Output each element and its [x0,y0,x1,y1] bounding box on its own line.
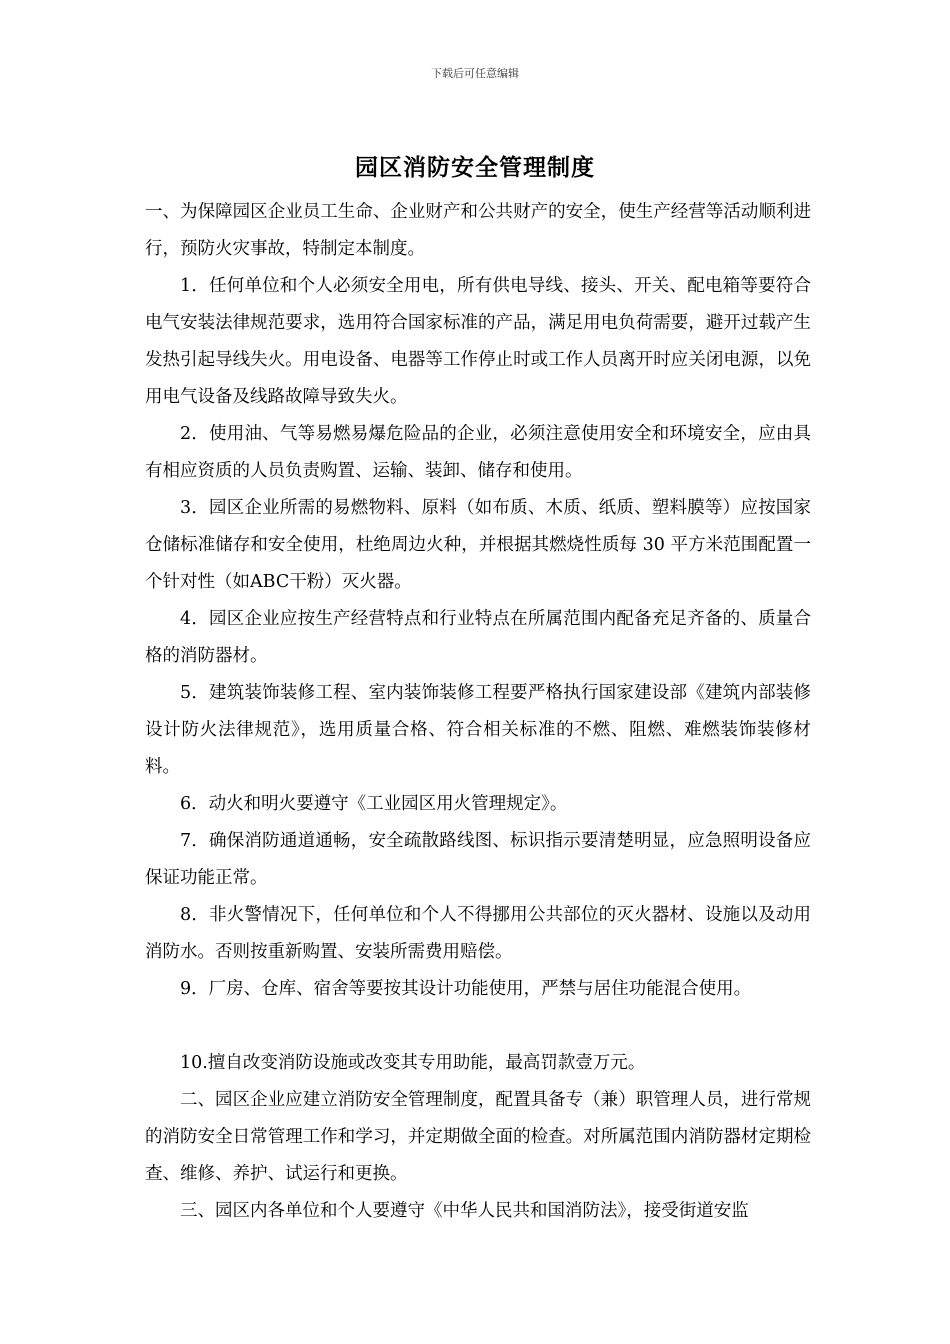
clause-1: 1．任何单位和个人必须安全用电，所有供电导线、接头、开关、配电箱等要符合电气安装法律规范要求，选用符合国家标准的产品，满足用电负荷需要，避开过载产生发热引起导线失火。用电设备、电器等工作停止时或工作人员离开时应关闭电源，以免用电气设备及线路故障导致失火。 [145,276,811,407]
clause-8: 8．非火警情况下，任何单位和个人不得挪用公共部位的灭火器材、设施以及动用消防水。否则按重新购置、安装所需费用赔偿。 [145,905,811,962]
section-2-paragraph: 二、园区企业应建立消防安全管理制度，配置具备专（兼）职管理人员，进行常规的消防安全日常管理工作和学习，并定期做全面的检查。对所属范围内消防器材定期检查、维修、养护、试运行和更换。 [145,1090,811,1184]
intro-paragraph: 一、为保障园区企业员工生命、企业财产和公共财产的安全，使生产经营等活动顺利进行，预防火灾事故，特制定本制度。 [145,202,811,259]
clause-4: 4．园区企业应按生产经营特点和行业特点在所属范围内配备充足齐备的、质量合格的消防器材。 [145,609,811,666]
clause-7: 7．确保消防通道通畅，安全疏散路线图、标识指示要清楚明显，应急照明设备应保证功能正常。 [145,831,811,888]
clause-5: 5．建筑装饰装修工程、室内装饰装修工程要严格执行国家建设部《建筑内部装修设计防火法律规范》，选用质量合格、符合相关标准的不燃、阻燃、难燃装饰装修材料。 [145,683,811,777]
clause-3: 3．园区企业所需的易燃物料、原料（如布质、木质、纸质、塑料膜等）应按国家仓储标准储存和安全使用，杜绝周边火种，并根据其燃烧性质每 30 平方米范围配置一个针对性（如ABC干粉）灭火器。 [145,498,811,592]
download-note: 下载后可任意编辑 [431,67,519,80]
document-body [145,194,811,1230]
clause-2: 2．使用油、气等易燃易爆危险品的企业，必须注意使用安全和环境安全，应由具有相应资质的人员负责购置、运输、装卸、储存和使用。 [145,424,811,481]
section-3-paragraph: 三、园区内各单位和个人要遵守《中华人民共和国消防法》，接受街道安监 [180,1201,749,1221]
clause-10: 10.擅自改变消防设施或改变其专用助能，最高罚款壹万元。 [180,1053,646,1073]
paragraph-gap [145,1008,811,1045]
clause-9: 9．厂房、仓库、宿舍等要按其设计功能使用，严禁与居住功能混合使用。 [180,979,752,999]
clause-6: 6．动火和明火要遵守《工业园区用火管理规定》。 [180,794,568,814]
document-title: 园区消防安全管理制度 [355,154,595,181]
